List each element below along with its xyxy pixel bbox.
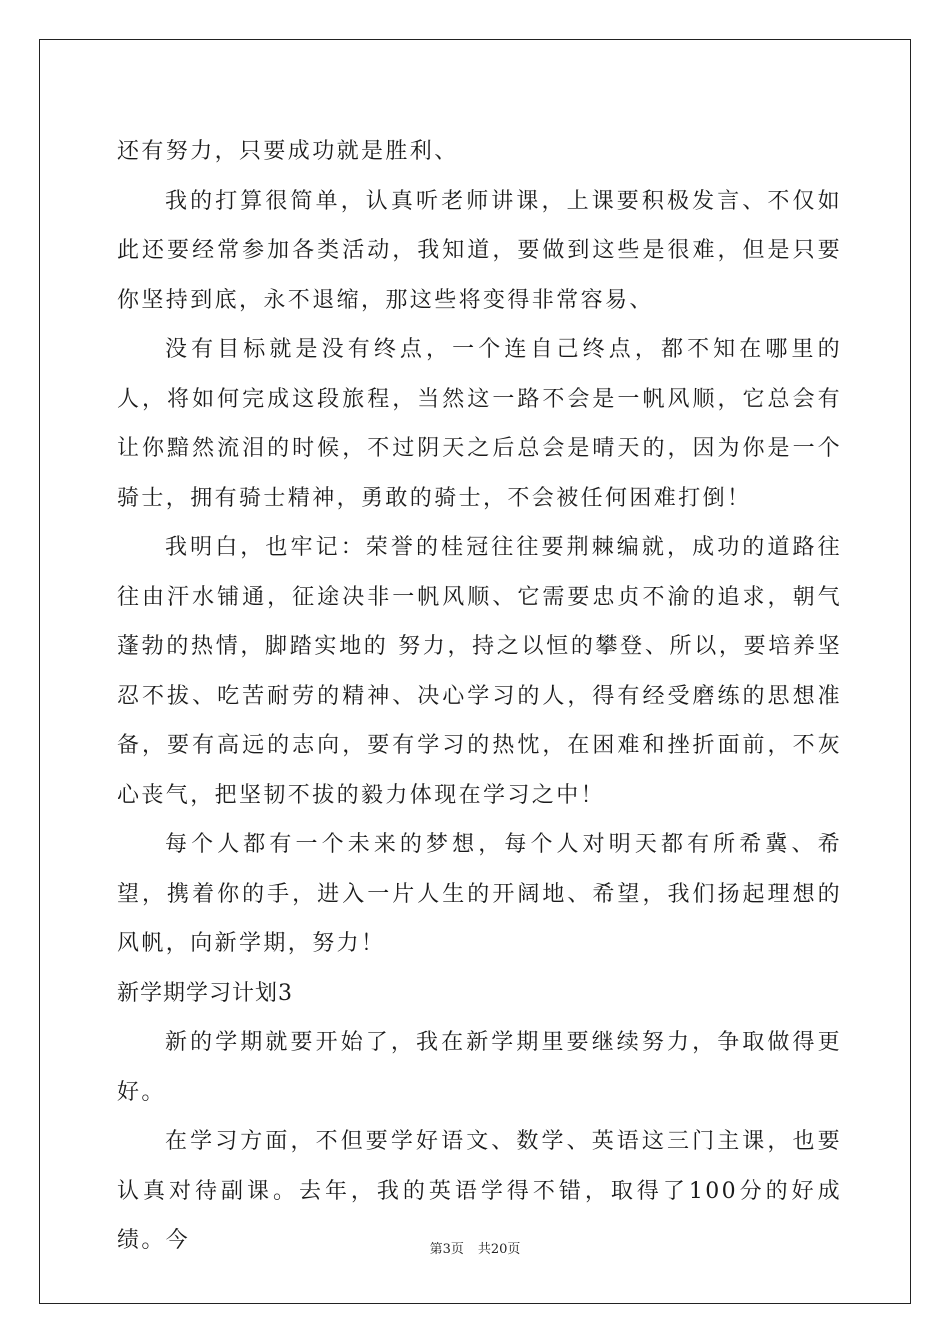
total-pages-label: 共20页	[477, 1242, 521, 1257]
paragraph-5: 每个人都有一个未来的梦想，每个人对明天都有所希冀、希望，携着你的手，进入一片人生的开阔地、希望，我们扬起理想的风帆，向新学期，努力！	[117, 832, 842, 956]
paragraph-4: 我明白，也牢记：荣誉的桂冠往往要荆棘编就，成功的道路往往由汗水铺通，征途决非一帆风顺、它需要忠贞不渝的追求，朝气蓬勃的热情，脚踏实地的 努力，持之以恒的攀登、所以，要培养坚忍不拔、吃苦耐劳的精神、决心学习的人，得有经受磨练的思想准备，要有高远的志向，要有学习的热忱，在困难和挫折面前，不灰心丧气，把坚韧不拔的毅力体现在学习之中！	[117, 535, 842, 808]
paragraph-1: 还有努力，只要成功就是胜利、	[117, 139, 459, 164]
document-body	[117, 127, 842, 1266]
paragraph-3: 没有目标就是没有终点，一个连自己终点，都不知在哪里的人，将如何完成这段旅程，当然这一路不会是一帆风顺，它总会有让你黯然流泪的时候，不过阴天之后总会是晴天的，因为你是一个骑士，拥有骑士精神，勇敢的骑士，不会被任何困难打倒！	[117, 337, 842, 511]
page-footer	[0, 1240, 950, 1260]
paragraph-7: 在学习方面，不但要学好语文、数学、英语这三门主课，也要认真对待副课。去年，我的英语学得不错，取得了100分的好成绩。今	[117, 1129, 842, 1253]
current-page-label: 第3页	[429, 1242, 464, 1257]
paragraph-6: 新的学期就要开始了，我在新学期里要继续努力，争取做得更好。	[117, 1030, 842, 1105]
section-heading: 新学期学习计划3	[117, 980, 293, 1006]
paragraph-2: 我的打算很简单，认真听老师讲课，上课要积极发言、不仅如此还要经常参加各类活动，我知道，要做到这些是很难，但是只要你坚持到底，永不退缩，那这些将变得非常容易、	[117, 188, 842, 313]
